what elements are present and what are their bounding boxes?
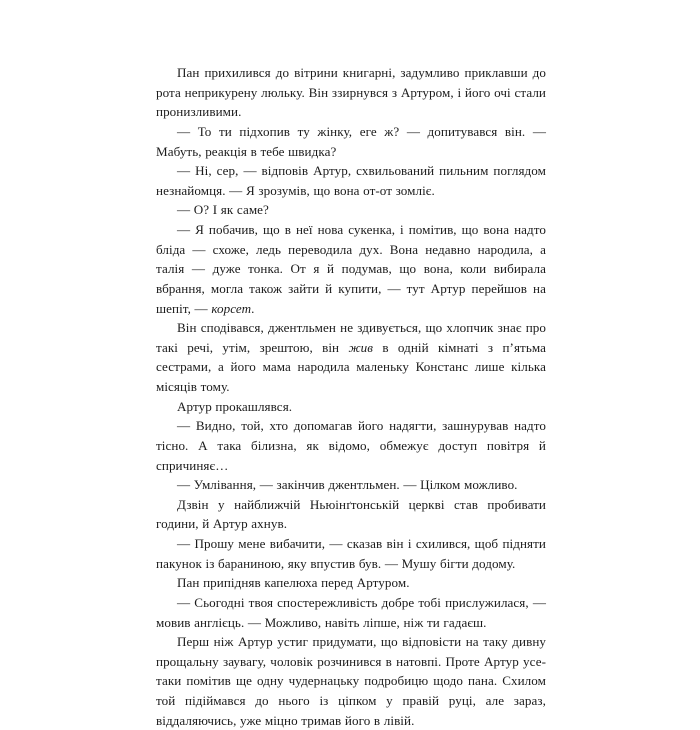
- text-run: Пан припідняв капелюха перед Артуром.: [177, 575, 410, 591]
- emphasis-text: жив: [348, 339, 374, 355]
- text-run: Дзвін у найближчій Ньюінґтонській церкві став пробивати години, й Артур ахнув.: [156, 496, 546, 532]
- paragraph: [156, 593, 546, 632]
- text-run: Він сподівався, джентльмен не здивується, що хлопчик знає про такі речі, утім, зрештою, він: [156, 320, 546, 355]
- text-run: — Умлівання, — закінчив джентльмен. — Цілком можливо.: [177, 477, 518, 493]
- text-run: — Ні, сер, — відповів Артур, схвильований пильним поглядом незнайомця. — Я зрозумів, що вона от-от зомліє.: [156, 163, 546, 198]
- text-run: — Видно, той, хто допомагав його надягти, зашнурував надто тісно. А така білизна, як відомо, обмежує доступ повітря й спричиняє…: [156, 418, 546, 473]
- text-run: в одній кімнаті з п’ятьма сестрами, а його мама народила маленьку Констанс лише кілька місяців тому.: [156, 339, 546, 394]
- paragraph: [156, 632, 546, 730]
- text-run: .: [251, 300, 255, 316]
- paragraph: [156, 495, 546, 534]
- emphasis-text: корсет: [211, 300, 252, 316]
- paragraph: [156, 200, 546, 220]
- text-run: Перш ніж Артур устиг придумати, що відповісти на таку дивну прощальну заувагу, чоловік розчинився в натовпі. Проте Артур усе-таки помітив ще одну чудернацьку подробицю щодо пана. Схилом той підіймався до нього із ціпком у правій руці, але зараз, віддаляючись, уже міцно тримав його в лівій.: [156, 634, 546, 728]
- text-run: Пан прихилився до вітрини книгарні, задумливо приклавши до рота неприкурену люльку. Він ззирнувся з Артуром, і його очі стали пронизливими.: [156, 65, 546, 120]
- text-run: Артур прокашлявся.: [177, 398, 293, 414]
- page-text-block: [156, 63, 546, 730]
- paragraph: [156, 63, 546, 122]
- text-run: — Я побачив, що в неї нова сукенка, і помітив, що вона надто бліда — схоже, ледь переводила дух. Вона недавно народила, а талія — дуже тонка. От я й подумав, що вона, коли вибирала вбрання, могла також зайти й купити, — тут Артур перейшов на шепіт, —: [156, 222, 546, 316]
- paragraph: [156, 122, 546, 161]
- paragraph: [156, 416, 546, 475]
- paragraph: [156, 475, 546, 495]
- paragraph: [156, 397, 546, 417]
- paragraph: [156, 573, 546, 593]
- text-run: — Сьогодні твоя спостережливість добре тобі прислужилася, — мовив англієць. — Можливо, навіть ліпше, ніж ти гадаєш.: [156, 594, 546, 630]
- text-run: — То ти підхопив ту жінку, еге ж? — допитувався він. — Мабуть, реакція в тебе швидка?: [156, 123, 546, 159]
- paragraph: [156, 318, 546, 397]
- paragraph: [156, 220, 546, 318]
- text-run: — Прошу мене вибачити, — сказав він і схилився, щоб підняти пакунок із бараниною, яку впустив був. — Мушу бігти додому.: [156, 536, 546, 571]
- text-run: — О? І як саме?: [177, 202, 269, 218]
- paragraph: [156, 534, 546, 573]
- paragraph: [156, 161, 546, 200]
